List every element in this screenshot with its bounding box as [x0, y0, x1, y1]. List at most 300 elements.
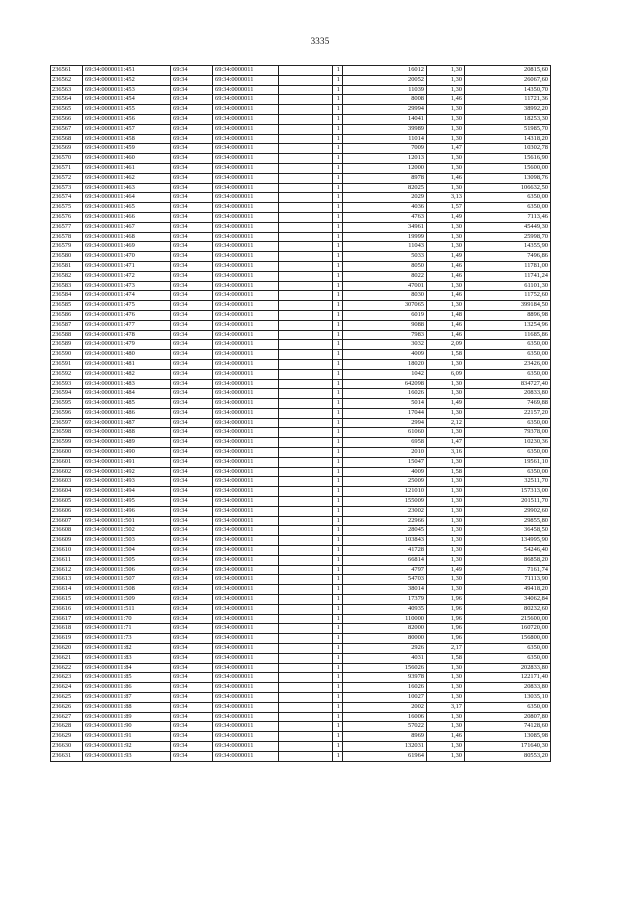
- empty-cell: [279, 350, 333, 360]
- cadastral-block-cell: 69:34:0000011: [213, 614, 279, 624]
- empty-cell: [279, 487, 333, 497]
- coefficient-cell: 3,17: [427, 702, 465, 712]
- area-cell: 8969: [343, 732, 427, 742]
- row-id-cell: 236567: [51, 124, 83, 134]
- area-cell: 23002: [343, 506, 427, 516]
- area-cell: 14041: [343, 114, 427, 124]
- cadastral-number-cell: 69:34:0000011:90: [83, 722, 171, 732]
- table-row: [51, 369, 551, 379]
- count-cell: 1: [333, 693, 343, 703]
- cadastral-block-cell: 69:34:0000011: [213, 340, 279, 350]
- district-code-cell: 69:34: [171, 546, 213, 556]
- coefficient-cell: 1,30: [427, 154, 465, 164]
- area-cell: 4763: [343, 212, 427, 222]
- coefficient-cell: 1,30: [427, 242, 465, 252]
- district-code-cell: 69:34: [171, 467, 213, 477]
- value-cell: 22157,20: [465, 408, 551, 418]
- coefficient-cell: 1,30: [427, 408, 465, 418]
- empty-cell: [279, 438, 333, 448]
- count-cell: 1: [333, 144, 343, 154]
- count-cell: 1: [333, 330, 343, 340]
- value-cell: 7496,86: [465, 252, 551, 262]
- value-cell: 32511,70: [465, 477, 551, 487]
- value-cell: 6350,00: [465, 644, 551, 654]
- cadastral-block-cell: 69:34:0000011: [213, 320, 279, 330]
- district-code-cell: 69:34: [171, 350, 213, 360]
- table-row: [51, 242, 551, 252]
- table-row: [51, 653, 551, 663]
- count-cell: 1: [333, 487, 343, 497]
- count-cell: 1: [333, 261, 343, 271]
- row-id-cell: 236622: [51, 663, 83, 673]
- value-cell: 6350,00: [465, 193, 551, 203]
- empty-cell: [279, 506, 333, 516]
- area-cell: 12013: [343, 154, 427, 164]
- count-cell: 1: [333, 203, 343, 213]
- coefficient-cell: 1,30: [427, 222, 465, 232]
- count-cell: 1: [333, 310, 343, 320]
- count-cell: 1: [333, 467, 343, 477]
- empty-cell: [279, 320, 333, 330]
- count-cell: 1: [333, 418, 343, 428]
- area-cell: 15047: [343, 457, 427, 467]
- cadastral-block-cell: 69:34:0000011: [213, 663, 279, 673]
- district-code-cell: 69:34: [171, 271, 213, 281]
- row-id-cell: 236586: [51, 310, 83, 320]
- cadastral-number-cell: 69:34:0000011:495: [83, 497, 171, 507]
- district-code-cell: 69:34: [171, 144, 213, 154]
- count-cell: 1: [333, 448, 343, 458]
- empty-cell: [279, 653, 333, 663]
- empty-cell: [279, 595, 333, 605]
- count-cell: 1: [333, 105, 343, 115]
- empty-cell: [279, 457, 333, 467]
- row-id-cell: 236607: [51, 516, 83, 526]
- area-cell: 17379: [343, 595, 427, 605]
- district-code-cell: 69:34: [171, 448, 213, 458]
- row-id-cell: 236624: [51, 683, 83, 693]
- table-row: [51, 350, 551, 360]
- empty-cell: [279, 291, 333, 301]
- empty-cell: [279, 477, 333, 487]
- row-id-cell: 236615: [51, 595, 83, 605]
- value-cell: 215600,00: [465, 614, 551, 624]
- cadastral-number-cell: 69:34:0000011:471: [83, 261, 171, 271]
- count-cell: 1: [333, 173, 343, 183]
- cadastral-block-cell: 69:34:0000011: [213, 75, 279, 85]
- cadastral-block-cell: 69:34:0000011: [213, 144, 279, 154]
- cadastral-number-cell: 69:34:0000011:477: [83, 320, 171, 330]
- table-row: [51, 222, 551, 232]
- district-code-cell: 69:34: [171, 369, 213, 379]
- empty-cell: [279, 66, 333, 76]
- count-cell: 1: [333, 457, 343, 467]
- area-cell: 61964: [343, 751, 427, 761]
- area-cell: 9088: [343, 320, 427, 330]
- empty-cell: [279, 712, 333, 722]
- cadastral-block-cell: 69:34:0000011: [213, 242, 279, 252]
- cadastral-number-cell: 69:34:0000011:456: [83, 114, 171, 124]
- value-cell: 51985,70: [465, 124, 551, 134]
- coefficient-cell: 1,47: [427, 144, 465, 154]
- cadastral-block-cell: 69:34:0000011: [213, 85, 279, 95]
- area-cell: 8022: [343, 271, 427, 281]
- area-cell: 4009: [343, 350, 427, 360]
- table-row: [51, 506, 551, 516]
- coefficient-cell: 1,30: [427, 66, 465, 76]
- district-code-cell: 69:34: [171, 575, 213, 585]
- table-row: [51, 624, 551, 634]
- district-code-cell: 69:34: [171, 526, 213, 536]
- value-cell: 6350,00: [465, 418, 551, 428]
- coefficient-cell: 1,58: [427, 467, 465, 477]
- district-code-cell: 69:34: [171, 281, 213, 291]
- table-row: [51, 163, 551, 173]
- count-cell: 1: [333, 428, 343, 438]
- cadastral-block-cell: 69:34:0000011: [213, 585, 279, 595]
- coefficient-cell: 1,30: [427, 389, 465, 399]
- row-id-cell: 236580: [51, 252, 83, 262]
- coefficient-cell: 1,49: [427, 212, 465, 222]
- table-row: [51, 75, 551, 85]
- table-row: [51, 536, 551, 546]
- district-code-cell: 69:34: [171, 693, 213, 703]
- cadastral-number-cell: 69:34:0000011:467: [83, 222, 171, 232]
- value-cell: 7469,88: [465, 399, 551, 409]
- row-id-cell: 236599: [51, 438, 83, 448]
- cadastral-number-cell: 69:34:0000011:452: [83, 75, 171, 85]
- area-cell: 82025: [343, 183, 427, 193]
- empty-cell: [279, 418, 333, 428]
- district-code-cell: 69:34: [171, 457, 213, 467]
- coefficient-cell: 1,30: [427, 536, 465, 546]
- empty-cell: [279, 683, 333, 693]
- area-cell: 10027: [343, 693, 427, 703]
- value-cell: 29902,60: [465, 506, 551, 516]
- area-cell: 47001: [343, 281, 427, 291]
- empty-cell: [279, 105, 333, 115]
- count-cell: 1: [333, 222, 343, 232]
- coefficient-cell: 1,30: [427, 693, 465, 703]
- district-code-cell: 69:34: [171, 634, 213, 644]
- table-row: [51, 448, 551, 458]
- table-row: [51, 291, 551, 301]
- district-code-cell: 69:34: [171, 497, 213, 507]
- count-cell: 1: [333, 497, 343, 507]
- area-cell: 19999: [343, 232, 427, 242]
- cadastral-block-cell: 69:34:0000011: [213, 536, 279, 546]
- cadastral-number-cell: 69:34:0000011:494: [83, 487, 171, 497]
- value-cell: 20815,60: [465, 66, 551, 76]
- cadastral-block-cell: 69:34:0000011: [213, 359, 279, 369]
- count-cell: 1: [333, 673, 343, 683]
- cadastral-block-cell: 69:34:0000011: [213, 399, 279, 409]
- count-cell: 1: [333, 212, 343, 222]
- value-cell: 11781,00: [465, 261, 551, 271]
- value-cell: 80553,20: [465, 751, 551, 761]
- cadastral-number-cell: 69:34:0000011:481: [83, 359, 171, 369]
- area-cell: 7009: [343, 144, 427, 154]
- district-code-cell: 69:34: [171, 154, 213, 164]
- value-cell: 156800,00: [465, 634, 551, 644]
- cadastral-number-cell: 69:34:0000011:480: [83, 350, 171, 360]
- empty-cell: [279, 242, 333, 252]
- coefficient-cell: 1,46: [427, 261, 465, 271]
- table-row: [51, 389, 551, 399]
- row-id-cell: 236627: [51, 712, 83, 722]
- cadastral-block-cell: 69:34:0000011: [213, 722, 279, 732]
- empty-cell: [279, 193, 333, 203]
- cadastral-block-cell: 69:34:0000011: [213, 487, 279, 497]
- cadastral-number-cell: 69:34:0000011:473: [83, 281, 171, 291]
- cadastral-block-cell: 69:34:0000011: [213, 438, 279, 448]
- district-code-cell: 69:34: [171, 85, 213, 95]
- empty-cell: [279, 732, 333, 742]
- coefficient-cell: 1,96: [427, 634, 465, 644]
- value-cell: 6350,00: [465, 702, 551, 712]
- empty-cell: [279, 114, 333, 124]
- row-id-cell: 236628: [51, 722, 83, 732]
- area-cell: 156026: [343, 663, 427, 673]
- cadastral-block-cell: 69:34:0000011: [213, 369, 279, 379]
- value-cell: 14350,70: [465, 85, 551, 95]
- table-row: [51, 399, 551, 409]
- row-id-cell: 236579: [51, 242, 83, 252]
- coefficient-cell: 1,46: [427, 291, 465, 301]
- row-id-cell: 236597: [51, 418, 83, 428]
- cadastral-number-cell: 69:34:0000011:464: [83, 193, 171, 203]
- cadastral-number-cell: 69:34:0000011:511: [83, 604, 171, 614]
- table-row: [51, 516, 551, 526]
- count-cell: 1: [333, 359, 343, 369]
- coefficient-cell: 1,58: [427, 653, 465, 663]
- empty-cell: [279, 448, 333, 458]
- row-id-cell: 236563: [51, 85, 83, 95]
- value-cell: 19561,10: [465, 457, 551, 467]
- count-cell: 1: [333, 408, 343, 418]
- area-cell: 40935: [343, 604, 427, 614]
- table-row: [51, 85, 551, 95]
- coefficient-cell: 1,48: [427, 310, 465, 320]
- count-cell: 1: [333, 516, 343, 526]
- value-cell: 23426,00: [465, 359, 551, 369]
- district-code-cell: 69:34: [171, 663, 213, 673]
- value-cell: 74128,60: [465, 722, 551, 732]
- cadastral-block-cell: 69:34:0000011: [213, 95, 279, 105]
- row-id-cell: 236585: [51, 301, 83, 311]
- coefficient-cell: 1,30: [427, 163, 465, 173]
- cadastral-block-cell: 69:34:0000011: [213, 546, 279, 556]
- cadastral-block-cell: 69:34:0000011: [213, 134, 279, 144]
- empty-cell: [279, 124, 333, 134]
- row-id-cell: 236572: [51, 173, 83, 183]
- cadastral-block-cell: 69:34:0000011: [213, 565, 279, 575]
- empty-cell: [279, 281, 333, 291]
- land-registry-table: [50, 65, 551, 762]
- count-cell: 1: [333, 506, 343, 516]
- table-row: [51, 693, 551, 703]
- row-id-cell: 236584: [51, 291, 83, 301]
- empty-cell: [279, 359, 333, 369]
- district-code-cell: 69:34: [171, 565, 213, 575]
- table-row: [51, 66, 551, 76]
- empty-cell: [279, 555, 333, 565]
- row-id-cell: 236595: [51, 399, 83, 409]
- coefficient-cell: 1,30: [427, 75, 465, 85]
- cadastral-number-cell: 69:34:0000011:491: [83, 457, 171, 467]
- cadastral-number-cell: 69:34:0000011:73: [83, 634, 171, 644]
- empty-cell: [279, 252, 333, 262]
- value-cell: 79378,00: [465, 428, 551, 438]
- table-row: [51, 732, 551, 742]
- area-cell: 2926: [343, 644, 427, 654]
- table-row: [51, 487, 551, 497]
- table-row: [51, 467, 551, 477]
- count-cell: 1: [333, 85, 343, 95]
- count-cell: 1: [333, 163, 343, 173]
- cadastral-block-cell: 69:34:0000011: [213, 712, 279, 722]
- value-cell: 20833,80: [465, 389, 551, 399]
- area-cell: 17044: [343, 408, 427, 418]
- row-id-cell: 236571: [51, 163, 83, 173]
- count-cell: 1: [333, 154, 343, 164]
- cadastral-block-cell: 69:34:0000011: [213, 683, 279, 693]
- count-cell: 1: [333, 379, 343, 389]
- coefficient-cell: 1,57: [427, 203, 465, 213]
- row-id-cell: 236568: [51, 134, 83, 144]
- row-id-cell: 236617: [51, 614, 83, 624]
- cadastral-block-cell: 69:34:0000011: [213, 526, 279, 536]
- row-id-cell: 236620: [51, 644, 83, 654]
- area-cell: 3032: [343, 340, 427, 350]
- count-cell: 1: [333, 242, 343, 252]
- district-code-cell: 69:34: [171, 242, 213, 252]
- coefficient-cell: 1,30: [427, 506, 465, 516]
- coefficient-cell: 2,17: [427, 644, 465, 654]
- count-cell: 1: [333, 438, 343, 448]
- value-cell: 7113,46: [465, 212, 551, 222]
- table-row: [51, 154, 551, 164]
- cadastral-number-cell: 69:34:0000011:460: [83, 154, 171, 164]
- coefficient-cell: 1,30: [427, 134, 465, 144]
- district-code-cell: 69:34: [171, 359, 213, 369]
- empty-cell: [279, 722, 333, 732]
- row-id-cell: 236581: [51, 261, 83, 271]
- coefficient-cell: 1,30: [427, 712, 465, 722]
- value-cell: 71113,90: [465, 575, 551, 585]
- cadastral-block-cell: 69:34:0000011: [213, 330, 279, 340]
- district-code-cell: 69:34: [171, 95, 213, 105]
- cadastral-block-cell: 69:34:0000011: [213, 222, 279, 232]
- value-cell: 6350,00: [465, 448, 551, 458]
- count-cell: 1: [333, 732, 343, 742]
- table-row: [51, 477, 551, 487]
- coefficient-cell: 1,30: [427, 85, 465, 95]
- area-cell: 29994: [343, 105, 427, 115]
- district-code-cell: 69:34: [171, 222, 213, 232]
- coefficient-cell: 1,30: [427, 428, 465, 438]
- empty-cell: [279, 75, 333, 85]
- cadastral-block-cell: 69:34:0000011: [213, 281, 279, 291]
- empty-cell: [279, 222, 333, 232]
- cadastral-block-cell: 69:34:0000011: [213, 467, 279, 477]
- count-cell: 1: [333, 252, 343, 262]
- table-row: [51, 232, 551, 242]
- value-cell: 15600,00: [465, 163, 551, 173]
- coefficient-cell: 1,30: [427, 722, 465, 732]
- cadastral-block-cell: 69:34:0000011: [213, 457, 279, 467]
- table-row: [51, 301, 551, 311]
- table-row: [51, 212, 551, 222]
- empty-cell: [279, 428, 333, 438]
- value-cell: 29855,80: [465, 516, 551, 526]
- area-cell: 121010: [343, 487, 427, 497]
- count-cell: 1: [333, 66, 343, 76]
- row-id-cell: 236609: [51, 536, 83, 546]
- coefficient-cell: 1,30: [427, 546, 465, 556]
- empty-cell: [279, 702, 333, 712]
- cadastral-number-cell: 69:34:0000011:453: [83, 85, 171, 95]
- count-cell: 1: [333, 477, 343, 487]
- district-code-cell: 69:34: [171, 585, 213, 595]
- row-id-cell: 236611: [51, 555, 83, 565]
- row-id-cell: 236570: [51, 154, 83, 164]
- cadastral-number-cell: 69:34:0000011:451: [83, 66, 171, 76]
- area-cell: 34961: [343, 222, 427, 232]
- district-code-cell: 69:34: [171, 722, 213, 732]
- table-row: [51, 252, 551, 262]
- coefficient-cell: 1,30: [427, 183, 465, 193]
- cadastral-block-cell: 69:34:0000011: [213, 516, 279, 526]
- district-code-cell: 69:34: [171, 614, 213, 624]
- coefficient-cell: 1,30: [427, 301, 465, 311]
- cadastral-number-cell: 69:34:0000011:455: [83, 105, 171, 115]
- value-cell: 13035,10: [465, 693, 551, 703]
- table-row: [51, 105, 551, 115]
- cadastral-block-cell: 69:34:0000011: [213, 604, 279, 614]
- table-row: [51, 134, 551, 144]
- count-cell: 1: [333, 75, 343, 85]
- area-cell: 11039: [343, 85, 427, 95]
- value-cell: 61101,30: [465, 281, 551, 291]
- table-row: [51, 585, 551, 595]
- row-id-cell: 236606: [51, 506, 83, 516]
- value-cell: 134995,90: [465, 536, 551, 546]
- area-cell: 5033: [343, 252, 427, 262]
- count-cell: 1: [333, 751, 343, 761]
- cadastral-block-cell: 69:34:0000011: [213, 252, 279, 262]
- district-code-cell: 69:34: [171, 506, 213, 516]
- cadastral-block-cell: 69:34:0000011: [213, 310, 279, 320]
- coefficient-cell: 1,49: [427, 565, 465, 575]
- table-row: [51, 565, 551, 575]
- district-code-cell: 69:34: [171, 399, 213, 409]
- table-row: [51, 526, 551, 536]
- row-id-cell: 236600: [51, 448, 83, 458]
- district-code-cell: 69:34: [171, 310, 213, 320]
- row-id-cell: 236623: [51, 673, 83, 683]
- value-cell: 86858,20: [465, 555, 551, 565]
- district-code-cell: 69:34: [171, 105, 213, 115]
- row-id-cell: 236594: [51, 389, 83, 399]
- table-row: [51, 340, 551, 350]
- count-cell: 1: [333, 124, 343, 134]
- district-code-cell: 69:34: [171, 261, 213, 271]
- row-id-cell: 236591: [51, 359, 83, 369]
- coefficient-cell: 2,09: [427, 340, 465, 350]
- district-code-cell: 69:34: [171, 183, 213, 193]
- cadastral-number-cell: 69:34:0000011:507: [83, 575, 171, 585]
